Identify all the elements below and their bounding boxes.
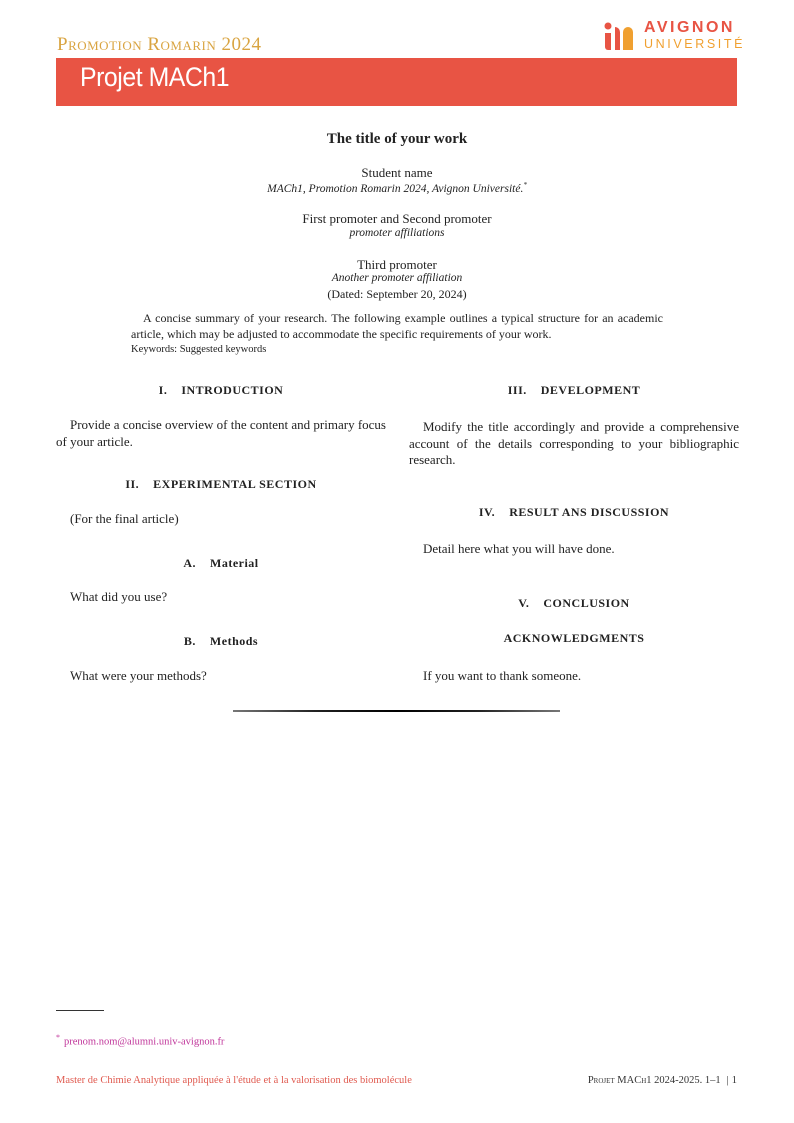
author-affiliation: MACh1, Promotion Romarin 2024, Avignon Université.* [267, 181, 527, 195]
section-heading-acknowledgments: ACKNOWLEDGMENTS [503, 631, 645, 645]
subsection-heading-methods: B. Methods [183, 634, 259, 648]
paper-title: The title of your work [326, 131, 468, 147]
section-heading-introduction: I. INTRODUCTION [158, 383, 284, 397]
university-logo [604, 19, 746, 51]
abstract: A concise summary of your research. The following example outlines a typical structure for an academic article, which may be adjusted to accommodate the specific requirements of your work. [131, 311, 663, 341]
third-promoter-affiliation: Another promoter affiliation [331, 272, 463, 284]
section-body-introduction: Provide a concise overview of the content and primary focus of your article. [56, 417, 386, 449]
section-heading-development: III. DEVELOPMENT [507, 383, 641, 397]
section-body-development: Modify the title accordingly and provide a comprehensive account of the details corresponding to your bibliographic research. [409, 419, 739, 467]
section-heading-conclusion: V. CONCLUSION [518, 596, 630, 610]
footer-page-info: Projet MACh1 2024-2025. 1–1 | 1 [587, 1075, 737, 1086]
promoters: First promoter and Second promoter [302, 211, 492, 226]
keywords: Keywords: Suggested keywords [131, 344, 267, 355]
section-body-results: Detail here what you will have done. [423, 541, 615, 556]
section-body-experimental: (For the final article) [70, 511, 179, 526]
logo-text-universite: UNIVERSITÉ [644, 37, 746, 51]
dated: (Dated: September 20, 2024) [327, 287, 467, 301]
footnote [56, 1033, 224, 1048]
footnote-mark: * [56, 1033, 60, 1042]
footnote-email-link[interactable]: prenom.nom@alumni.univ-avignon.fr [64, 1036, 225, 1048]
logo-text-avignon: AVIGNON [644, 19, 735, 36]
end-of-article-rule [233, 710, 560, 712]
third-promoter: Third promoter [357, 257, 437, 272]
section-heading-experimental: II. EXPERIMENTAL SECTION [125, 477, 317, 491]
banner-title: Projet MACh1 [80, 62, 230, 92]
subsection-body-methods: What were your methods? [70, 668, 207, 683]
avignon-universite-logo-icon [604, 21, 636, 51]
section-heading-results: IV. RESULT ANS DISCUSSION [478, 505, 670, 519]
subsection-body-material: What did you use? [70, 589, 168, 604]
footer-program: Master de Chimie Analytique appliquée à l'étude et à la valorisation des biomolécule [56, 1075, 412, 1086]
promoters-affiliation: promoter affiliations [349, 227, 445, 239]
subsection-heading-material: A. Material [183, 556, 259, 570]
author-name: Student name [361, 165, 433, 180]
footnote-rule [56, 1010, 104, 1011]
promotion-label: Promotion Romarin 2024 [57, 34, 262, 55]
section-body-acknowledgments: If you want to thank someone. [423, 668, 582, 683]
